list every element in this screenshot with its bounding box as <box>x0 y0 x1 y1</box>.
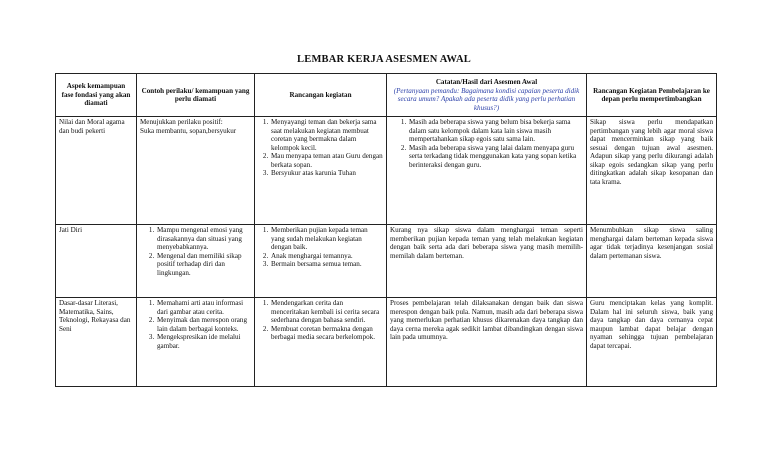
table-header-row <box>56 74 717 117</box>
list-item: 2. Membuat coretan bermakna dengan berbagai media secara berkelompok. <box>270 325 383 342</box>
cell-aspect: Nilai dan Moral agama dan budi pekerti <box>56 117 137 225</box>
cell-notes: Proses pembelajaran telah dilaksanakan dengan baik dan siswa merespon dengan baik pula. Namun, masih ada dari beberapa siswa yang memerlukan perhatian khusus dikarenakan daya tangkap dan daya cerna mereka agak sedikit lambat dibandingkan dengan siswa lain pada umumnya. <box>387 298 587 387</box>
list-item: 3. Bermain bersama semua teman. <box>270 260 383 269</box>
list-item: 2. Menyimak dan merespon orang lain dalam berbagai konteks. <box>156 316 251 333</box>
cell-activities <box>255 117 387 225</box>
cell-activities <box>255 298 387 387</box>
header-behavior: Contoh perilaku/ kemampuan yang perlu diamati <box>137 74 255 117</box>
header-plan: Rancangan Kegiatan Pembelajaran ke depan perlu mempertimbangkan <box>587 74 717 117</box>
cell-behavior <box>137 298 255 387</box>
list-item: 1. Memahami arti atau informasi dari gambar atau cerita. <box>156 299 251 316</box>
table-row <box>56 225 717 298</box>
list-item: 1. Mampu mengenal emosi yang dirasakannya dan situasi yang menyebabkannya. <box>156 226 251 252</box>
list-item: 2. Mengenal dan memiliki sikap positif terhadap diri dan lingkungan. <box>156 252 251 278</box>
cell-plan: Sikap siswa perlu mendapatkan pertimbangan yang lebih agar moral siswa dapat mencerminkan sikap yang baik sesuai dengan tujuan awal asesmen. Adapun sikap yang perlu dikurangi adalah sikap egois sedangkan sikap yang perlu ditingkatkan adalah sikap kesopanan dan tata krama. <box>587 117 717 225</box>
document-title: LEMBAR KERJA ASESMEN AWAL <box>297 54 471 65</box>
cell-plan: Menumbuhkan sikap siswa saling menghargai dalam berteman kepada siswa agar tidak terjadinya kesenjangan sosial dalam pertemanan siswa. <box>587 225 717 298</box>
header-notes-title: Catatan/Hasil dari Asesmen Awal <box>435 78 538 86</box>
list-item: 2. Anak menghargai temannya. <box>270 252 383 261</box>
cell-notes <box>387 117 587 225</box>
cell-activities <box>255 225 387 298</box>
cell-behavior: Menujukkan perilaku positif: Suka membantu, sopan,bersyukur <box>137 117 255 225</box>
cell-aspect: Jati Diri <box>56 225 137 298</box>
list-item: 2. Mau menyapa teman atau Guru dengan berkata sopan. <box>270 152 383 169</box>
list-item: 3. Mengekspresikan ide melalui gambar. <box>156 333 251 350</box>
list-item: 1. Memberikan pujian kepada teman yang sudah melakukan kegiatan dengan baik. <box>270 226 383 252</box>
cell-behavior <box>137 225 255 298</box>
cell-plan: Guru menciptakan kelas yang komplit. Dalam hal ini seluruh siswa, baik yang daya tangkap dan daya cernanya cepat maupun lambat dapat belajar dengan nyaman sehingga tujuan pembelajaran dapat tercapai. <box>587 298 717 387</box>
list-item: 1. Masih ada beberapa siswa yang belum bisa bekerja sama dalam satu kelompok dalam kata lain siswa masih mempertahankan sikap egois satu sama lain. <box>408 118 583 144</box>
cell-notes: Kurang nya sikap siswa dalam menghargai teman seperti memberikan pujian kepada teman yang telah melakukan kegiatan dengan baik serta ada dari beberapa siswa yang masih memilih-memilah dalam berteman. <box>387 225 587 298</box>
list-item: 2. Masih ada beberapa siswa yang lalai dalam menyapa guru serta terkadang tidak menggunakan kata yang sopan ketika berinteraksi dengan guru. <box>408 144 583 170</box>
table-row <box>56 298 717 387</box>
cell-aspect: Dasar-dasar Literasi, Matematika, Sains, Teknologi, Rekayasa dan Seni <box>56 298 137 387</box>
header-activities: Rancangan kegiatan <box>255 74 387 117</box>
header-aspect: Aspek kemampuan fase fondasi yang akan diamati <box>56 74 137 117</box>
header-notes-hint: (Pertanyaan pemandu: Bagaimana kondisi capaian peserta didik secara umum? Apakah ada peserta didik yang perlu perhatian khusus?) <box>393 86 580 112</box>
list-item: 1. Mendengarkan cerita dan menceritakan kembali isi cerita secara sederhana dengan bahasa sendiri. <box>270 299 383 325</box>
list-item: 3. Bersyukur atas karunia Tuhan <box>270 169 383 178</box>
assessment-table <box>55 73 717 387</box>
table-row <box>56 117 717 225</box>
header-notes <box>387 74 587 117</box>
list-item: 1. Menyayangi teman dan bekerja sama saat melakukan kegiatan membuat coretan yang bermakna dalam kelompok kecil. <box>270 118 383 152</box>
